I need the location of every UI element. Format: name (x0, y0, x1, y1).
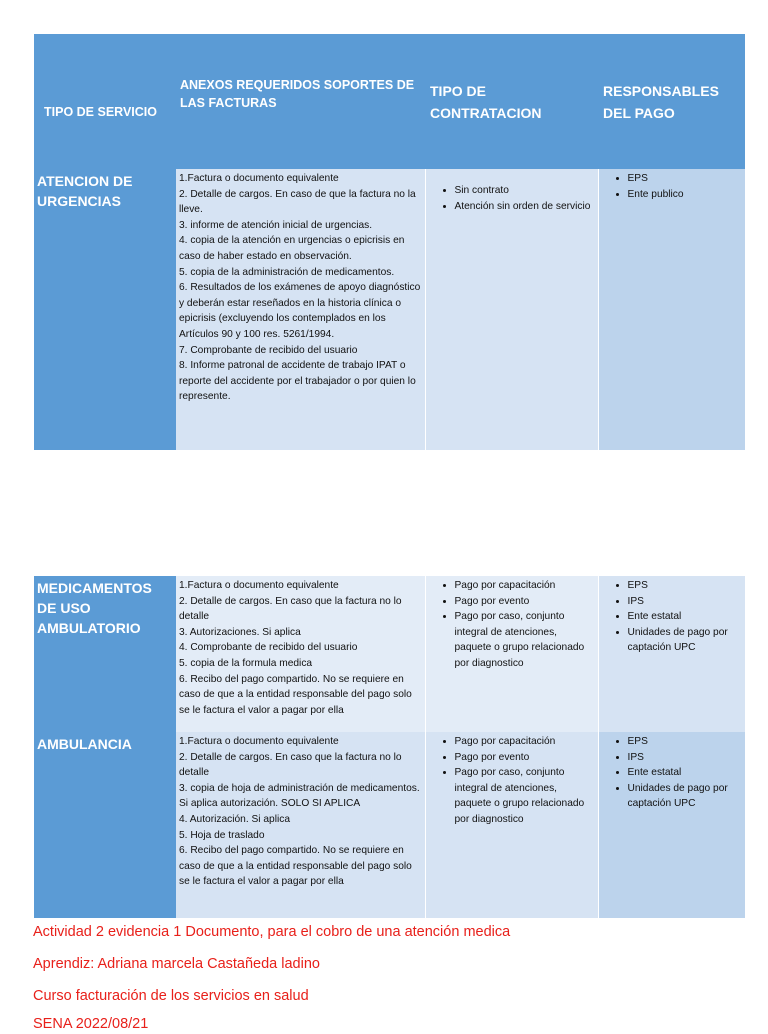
service-label: ATENCION DE URGENCIAS (34, 169, 176, 450)
list-item: • Unidades de pago por captación UPC (628, 625, 743, 656)
contract-list (429, 578, 595, 672)
list-item: • Ente estatal (628, 765, 743, 781)
annex-item: 8. Informe patronal de accidente de trabajo IPAT o reporte del accidente por el trabajador o por quien lo represente. (179, 360, 416, 403)
list-item: • Ente estatal (628, 609, 743, 625)
footer-student: Aprendiz: Adriana marcela Castañeda ladino (33, 956, 320, 972)
table-row-medicamentos (34, 576, 745, 732)
annex-item: 5. Hoja de traslado (179, 829, 265, 841)
annex-item: 5. copia de la formula medica (179, 657, 313, 669)
annexes-cell (176, 169, 425, 450)
contract-cell (425, 576, 598, 732)
service-label: MEDICAMENTOS DE USO AMBULATORIO (34, 576, 176, 732)
contract-cell (425, 169, 598, 450)
header-payers: RESPONSABLES DEL PAGO (598, 34, 745, 169)
payers-list (602, 171, 743, 202)
list-item: • EPS (628, 171, 743, 187)
list-item: • IPS (628, 594, 743, 610)
services-table-2 (34, 576, 745, 918)
payers-list (602, 578, 743, 656)
list-item: • Pago por capacitación (455, 734, 595, 750)
annex-item: 1.Factura o documento equivalente (179, 580, 339, 591)
footer-course: Curso facturación de los servicios en salud (33, 988, 309, 1004)
header-row (34, 34, 745, 169)
annex-item: 6. Resultados de los exámenes de apoyo diagnóstico y deberán estar reseñados en la historia clínica o epicrisis (excluyendo los contemplados en los Artículos 90 y 100 res. 5261/1994. (179, 282, 421, 340)
annex-item: 3. Autorizaciones. Si aplica (179, 626, 301, 638)
list-item: • IPS (628, 750, 743, 766)
annexes-cell (176, 576, 425, 732)
table-row-ambulancia (34, 732, 745, 918)
annex-item: 5. copia de la administración de medicamentos. (179, 266, 395, 278)
header-annexes: ANEXOS REQUERIDOS SOPORTES DE LAS FACTURAS (176, 34, 425, 169)
list-item: • Unidades de pago por captación UPC (628, 781, 743, 812)
payers-list (602, 734, 743, 812)
annex-item: 4. copia de la atención en urgencias o epicrisis en caso de haber estado en observación. (179, 235, 405, 262)
list-item: • Pago por evento (455, 594, 595, 610)
annex-item: 3. informe de atención inicial de urgencias. (179, 219, 373, 231)
header-contract: TIPO DE CONTRATACION (425, 34, 598, 169)
list-item: • Pago por capacitación (455, 578, 595, 594)
list-item: • EPS (628, 578, 743, 594)
footer-activity: Actividad 2 evidencia 1 Documento, para el cobro de una atención medica (33, 924, 511, 940)
footer-date: SENA 2022/08/21 (33, 1016, 149, 1032)
table-row-urgencias (34, 169, 745, 450)
contract-cell (425, 732, 598, 918)
contract-list (429, 183, 595, 214)
annex-item: 6. Recibo del pago compartido. No se requiere en caso de que a la entidad responsable del pago solo se le factura el valor a pagar por ella (179, 845, 412, 888)
payers-cell (598, 732, 745, 918)
annexes-cell (176, 732, 425, 918)
annex-item: 6. Recibo del pago compartido. No se requiere en caso de que a la entidad responsable del pago solo se le factura el valor a pagar por ella (179, 673, 412, 716)
services-table-1 (34, 34, 745, 450)
annex-item: 3. copia de hoja de administración de medicamentos. Si aplica autorización. SOLO SI APLICA (179, 782, 420, 810)
header-service: TIPO DE SERVICIO (34, 34, 176, 169)
annex-item: 2. Detalle de cargos. En caso de que la factura no la lleve. (179, 188, 416, 216)
annex-item: 1.Factura o documento equivalente (179, 173, 339, 184)
list-item: • Pago por caso, conjunto integral de atenciones, paquete o grupo relacionado por diagnostico (455, 765, 595, 827)
service-label: AMBULANCIA (34, 732, 176, 918)
annex-item: 1.Factura o documento equivalente (179, 736, 339, 747)
annex-item: 2. Detalle de cargos. En caso que la factura no lo detalle (179, 595, 402, 623)
list-item: • Atención sin orden de servicio (455, 199, 595, 215)
list-item: • Pago por caso, conjunto integral de atenciones, paquete o grupo relacionado por diagnostico (455, 609, 595, 671)
list-item: • Ente publico (628, 187, 743, 203)
annex-item: 2. Detalle de cargos. En caso que la factura no lo detalle (179, 751, 402, 779)
contract-list (429, 734, 595, 828)
payers-cell (598, 169, 745, 450)
annex-item: 4. Comprobante de recibido del usuario (179, 642, 358, 654)
payers-cell (598, 576, 745, 732)
annex-item: 7. Comprobante de recibido del usuario (179, 344, 358, 356)
list-item: • Sin contrato (455, 183, 595, 199)
annex-item: 4. Autorización. Si aplica (179, 813, 290, 825)
list-item: • EPS (628, 734, 743, 750)
list-item: • Pago por evento (455, 750, 595, 766)
